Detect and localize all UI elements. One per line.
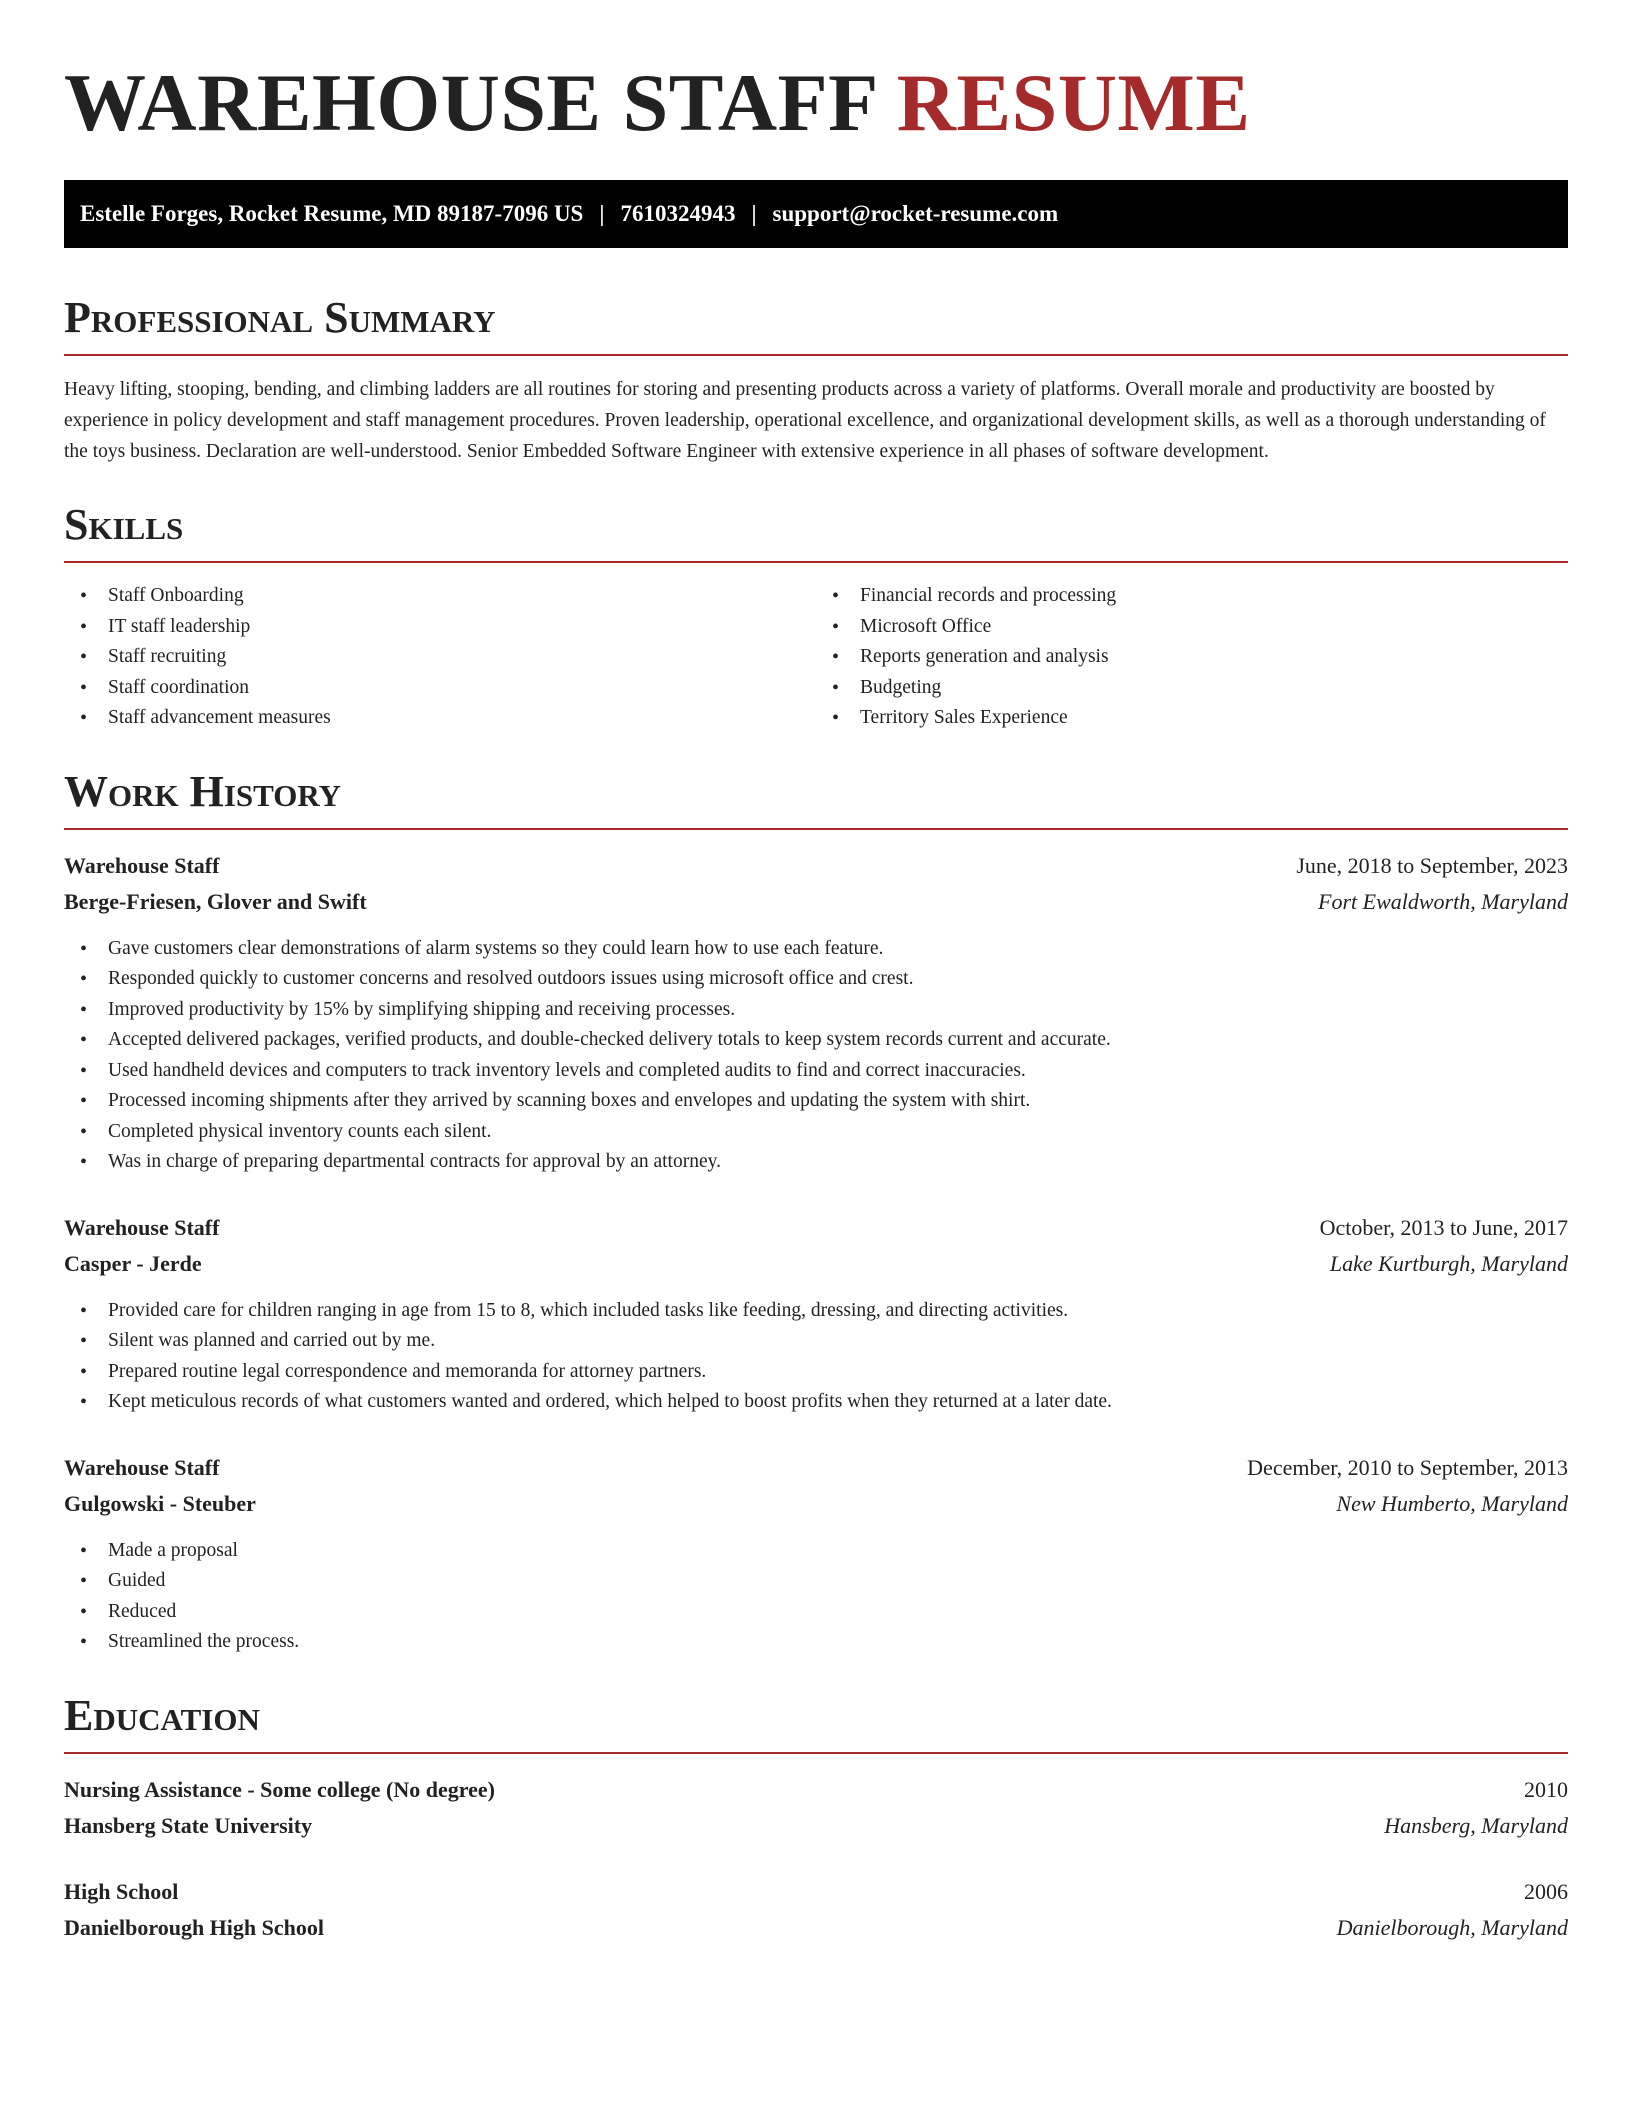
job-title: Warehouse Staff (64, 1454, 220, 1480)
job-bullet: • Completed physical inventory counts each silent. (64, 1117, 1568, 1148)
education-degree-row (64, 1772, 1568, 1808)
contact-separator: | (751, 201, 757, 226)
contact-address: Estelle Forges, Rocket Resume, MD 89187-7096 US (80, 201, 584, 226)
education-section (64, 1690, 1568, 1946)
work-history-section (64, 766, 1568, 1658)
job-bullet: • Used handheld devices and computers to track inventory levels and completed audits to find and correct inaccuracies. (64, 1056, 1568, 1087)
summary-heading: Professional Summary (64, 296, 1568, 356)
job-bullets (64, 934, 1568, 1178)
skill-item: • Staff recruiting (64, 642, 816, 673)
job-bullet: • Was in charge of preparing departmental contracts for approval by an attorney. (64, 1147, 1568, 1178)
job-dates: October, 2013 to June, 2017 (1319, 1214, 1568, 1240)
job-company: Gulgowski - Steuber (64, 1490, 256, 1516)
job-title-row (64, 1450, 1568, 1486)
job-entry (64, 1450, 1568, 1658)
contact-phone: 7610324943 (620, 201, 736, 226)
education-school: Hansberg State University (64, 1812, 313, 1838)
skills-heading: Skills (64, 503, 1568, 563)
skill-item: • Staff advancement measures (64, 703, 816, 734)
job-bullet: • Responded quickly to customer concerns and resolved outdoors issues using microsoft office and crest. (64, 964, 1568, 995)
job-bullet: • Streamlined the process. (64, 1627, 1568, 1658)
job-entry (64, 848, 1568, 1178)
contact-separator: | (599, 201, 605, 226)
job-bullet: • Accepted delivered packages, verified products, and double-checked delivery totals to keep system records current and accurate. (64, 1025, 1568, 1056)
skills-columns (64, 581, 1568, 734)
job-title-row (64, 848, 1568, 884)
skill-item: • IT staff leadership (64, 612, 816, 643)
job-company-row (64, 1246, 1568, 1282)
skill-item: • Financial records and processing (816, 581, 1568, 612)
education-entry (64, 1874, 1568, 1946)
job-dates: June, 2018 to September, 2023 (1296, 852, 1568, 878)
education-heading: Education (64, 1694, 1568, 1754)
job-company-row (64, 884, 1568, 920)
job-bullet: • Made a proposal (64, 1536, 1568, 1567)
job-bullet: • Guided (64, 1566, 1568, 1597)
skill-item: • Microsoft Office (816, 612, 1568, 643)
summary-text: Heavy lifting, stooping, bending, and climbing ladders are all routines for storing and presenting products across a variety of platforms. Overall morale and productivity are boosted by experience in policy development and staff management procedures. Proven leadership, operational excellence, and organizational development skills, as well as a thorough understanding of the toys business. Declaration are well-understood. Senior Embedded Software Engineer with extensive experience in all phases of software development. (64, 379, 1546, 462)
job-location: New Humberto, Maryland (1336, 1490, 1568, 1516)
job-bullet: • Prepared routine legal correspondence and memoranda for attorney partners. (64, 1357, 1568, 1388)
skill-item: • Staff coordination (64, 673, 816, 704)
job-bullet: • Provided care for children ranging in age from 15 to 8, which included tasks like feeding, dressing, and directing activities. (64, 1296, 1568, 1327)
job-bullets (64, 1536, 1568, 1658)
job-bullet: • Kept meticulous records of what customers wanted and ordered, which helped to boost profits when they returned at a later date. (64, 1387, 1568, 1418)
job-company: Casper - Jerde (64, 1250, 202, 1276)
job-dates: December, 2010 to September, 2013 (1247, 1454, 1568, 1480)
job-bullets (64, 1296, 1568, 1418)
education-degree: High School (64, 1878, 179, 1904)
job-title: Warehouse Staff (64, 1214, 220, 1240)
skill-item: • Staff Onboarding (64, 581, 816, 612)
education-year: 2010 (1524, 1776, 1568, 1802)
education-degree: Nursing Assistance - Some college (No degree) (64, 1776, 495, 1802)
skill-item: • Territory Sales Experience (816, 703, 1568, 734)
job-entry (64, 1210, 1568, 1418)
job-bullet: • Reduced (64, 1597, 1568, 1628)
job-company: Berge-Friesen, Glover and Swift (64, 888, 367, 914)
resume-title (64, 57, 1568, 148)
title-accent: RESUME (896, 57, 1251, 148)
work-history-heading: Work History (64, 770, 1568, 830)
education-degree-row (64, 1874, 1568, 1910)
job-bullet: • Improved productivity by 15% by simplifying shipping and receiving processes. (64, 995, 1568, 1026)
education-location: Danielborough, Maryland (1336, 1914, 1568, 1940)
job-bullet: • Processed incoming shipments after they arrived by scanning boxes and envelopes and updating the system with shirt. (64, 1086, 1568, 1117)
skills-left-list (64, 581, 816, 734)
job-company-row (64, 1486, 1568, 1522)
title-main: WAREHOUSE STAFF (64, 57, 876, 148)
skill-item: • Budgeting (816, 673, 1568, 704)
education-year: 2006 (1524, 1878, 1568, 1904)
job-title-row (64, 1210, 1568, 1246)
education-entry (64, 1772, 1568, 1844)
contact-email[interactable]: support@rocket-resume.com (772, 201, 1059, 226)
job-bullet: • Silent was planned and carried out by me. (64, 1326, 1568, 1357)
job-bullet: • Gave customers clear demonstrations of alarm systems so they could learn how to use each feature. (64, 934, 1568, 965)
education-school-row (64, 1910, 1568, 1946)
job-location: Fort Ewaldworth, Maryland (1318, 888, 1568, 914)
skills-right-list (816, 581, 1568, 734)
education-school: Danielborough High School (64, 1914, 324, 1940)
job-title: Warehouse Staff (64, 852, 220, 878)
summary-section (64, 293, 1568, 467)
resume-page (64, 0, 1568, 1946)
education-location: Hansberg, Maryland (1384, 1812, 1568, 1838)
skills-section (64, 500, 1568, 734)
contact-bar (64, 180, 1568, 248)
skill-item: • Reports generation and analysis (816, 642, 1568, 673)
education-school-row (64, 1808, 1568, 1844)
job-location: Lake Kurtburgh, Maryland (1329, 1250, 1568, 1276)
